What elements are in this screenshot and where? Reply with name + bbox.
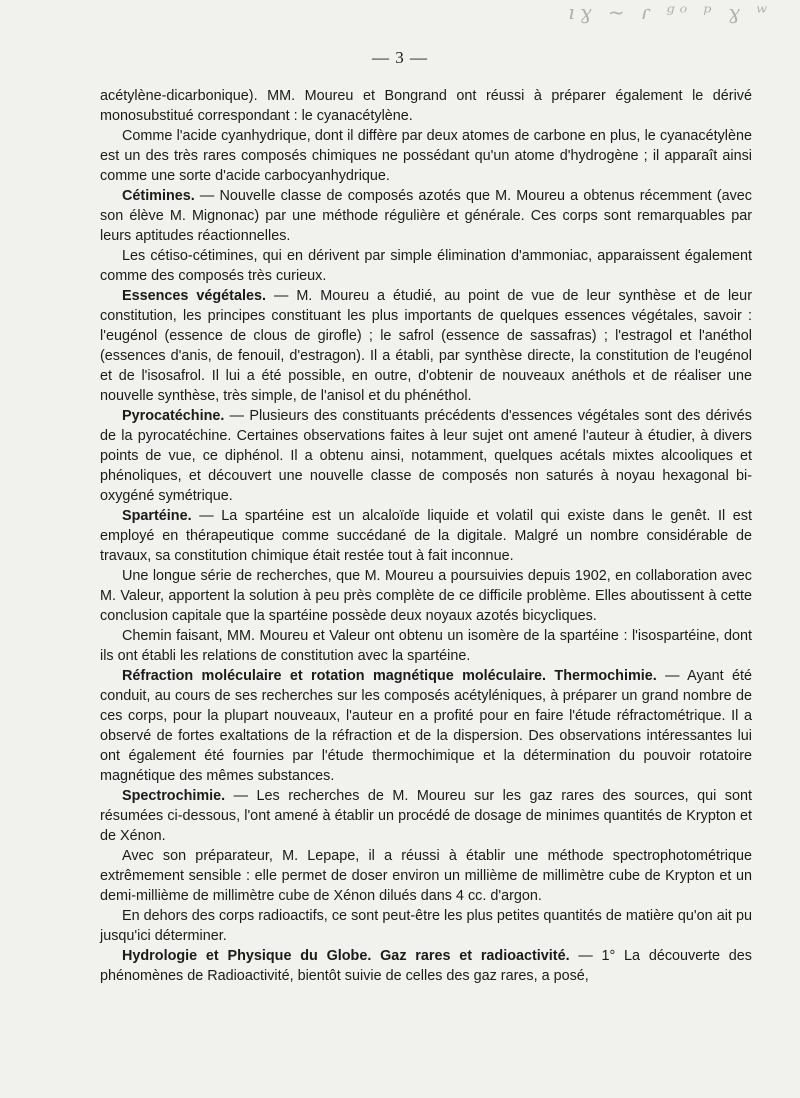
paragraph-intro (100, 86, 752, 126)
section-cetimines (100, 186, 752, 246)
section-heading: Hydrologie et Physique du Globe. Gaz rares et radioactivité. (122, 948, 570, 964)
paragraph-radioactive-bodies (100, 906, 752, 946)
paragraph-text: — La spartéine est un alcaloïde liquide et volatil qui existe dans le genêt. Il est employé en thérapeutique comme succédané de la digitale. Malgré un nombre considérable de travaux, sa constitution chimique était restée tout à fait inconnue. (100, 508, 752, 564)
paragraph-text: — Ayant été conduit, au cours de ses recherches sur les composés acétyléniques, à préparer un grand nombre de ces corps, pour la plupart nouveaux, l'auteur en a profité pour en faire l'étude réfractométrique. Il a observé de fortes exaltations de la réfraction et de la dispersion. Des observations intéressantes lui ont également été fournies par l'étude thermochimique et la détermination du pouvoir rotatoire magnétique des mêmes substances. (100, 668, 753, 784)
section-essences-vegetales (100, 286, 752, 406)
paragraph-text: Comme l'acide cyanhydrique, dont il diffère par deux atomes de carbone en plus, le cyanacétylène est un des très rares composés chimiques ne possédant qu'un atome d'hydrogène ; il apparaît ainsi comme une sorte d'acide carbocyanhydrique. (100, 128, 752, 184)
handwritten-scribble: ıɣ ~ ɾ ᵍᵒ ᵖ ɣ ʷ (568, 0, 772, 24)
paragraph-text: — Plusieurs des constituants précédents d'essences végétales sont des dérivés de la pyrocatéchine. Certaines observations faites à leur sujet ont amené l'auteur à étudier, à divers points de vue, ce diphénol. Il a obtenu ainsi, notamment, quelques acétals mixtes alcooliques et phénoliques, et découvert une nouvelle classe de composés non saturés à noyau hexagonal bi-oxygéné symétrique. (100, 408, 752, 504)
paragraph-isosparteine (100, 626, 752, 666)
paragraph-spectrophotometry (100, 846, 752, 906)
paragraph-text: Avec son préparateur, M. Lepape, il a réussi à établir une méthode spectrophotométrique extrêmement sensible : elle permet de doser environ un millième de millimètre cube de Krypton et un demi-millième de millimètre cube de Xénon dilués dans 4 cc. d'argon. (100, 848, 752, 904)
section-heading: Spectrochimie. (122, 788, 226, 804)
paragraph-cetiso-cetimines (100, 246, 752, 286)
paragraph-text: — Les recherches de M. Moureu sur les gaz rares des sources, qui sont résumées ci-dessous, l'ont amené à établir un procédé de dosage de minimes quantités de Krypton et de Xénon. (100, 788, 752, 844)
paragraph-text: — Nouvelle classe de composés azotés que M. Moureu a obtenus récemment (avec son élève M. Mignonac) par une méthode régulière et générale. Ces corps sont remarquables par leurs aptitudes réactionnelles. (100, 188, 752, 244)
page-number: — 3 — (372, 48, 428, 67)
paragraph-text: — M. Moureu a étudié, au point de vue de leur synthèse et de leur constitution, les principes constituant les plus importants de quelques essences végétales, savoir : l'eugénol (essence de clous de girofle) ; le safrol (essence de sassafras) ; l'estragol et l'anéthol (essences d'anis, de fenouil, d'estragon). Il a établi, par synthèse directe, la constitution de l'eugénol et de l'isosafrol. Il lui a été possible, en outre, d'obtenir de nouveaux anéthols et de réaliser une nouvelle synthèse, très simple, de l'anisol et du phénéthol. (100, 288, 752, 404)
section-heading: Essences végétales. (122, 288, 266, 304)
section-heading: Réfraction moléculaire et rotation magnétique moléculaire. Thermochimie. (122, 668, 657, 684)
paragraph-text: acétylène-dicarbonique). MM. Moureu et Bongrand ont réussi à préparer également le dérivé monosubstitué correspondant : le cyanacétylène. (100, 88, 752, 124)
section-heading: Cétimines. (122, 188, 195, 204)
section-pyrocatechine (100, 406, 752, 506)
paragraph-text: Chemin faisant, MM. Moureu et Valeur ont obtenu un isomère de la spartéine : l'isospartéine, dont ils ont établi les relations de constitution avec la spartéine. (100, 628, 752, 664)
paragraph-cyanacetylene (100, 126, 752, 186)
section-heading: Pyrocatéchine. (122, 408, 225, 424)
section-refraction (100, 666, 752, 786)
section-hydrologie (100, 946, 752, 986)
section-heading: Spartéine. (122, 508, 192, 524)
section-spectrochimie (100, 786, 752, 846)
body-text (100, 86, 752, 986)
paragraph-text: — 1° La découverte des phénomènes de Radioactivité, bientôt suivie de celles des gaz rares, a posé, (100, 948, 752, 984)
paragraph-sparteine-research (100, 566, 752, 626)
paragraph-text: Les cétiso-cétimines, qui en dérivent par simple élimination d'ammoniac, apparaissent également comme des composés très curieux. (100, 248, 752, 284)
section-sparteine (100, 506, 752, 566)
paragraph-text: Une longue série de recherches, que M. Moureu a poursuivies depuis 1902, en collaboration avec M. Valeur, apportent la solution à peu près complète de ce difficile problème. Elles aboutissent à cette conclusion capitale que la spartéine possède deux noyaux azotés bicycliques. (100, 568, 752, 624)
paragraph-text: En dehors des corps radioactifs, ce sont peut-être les plus petites quantités de matière qu'on ait pu jusqu'ici déterminer. (100, 908, 752, 944)
